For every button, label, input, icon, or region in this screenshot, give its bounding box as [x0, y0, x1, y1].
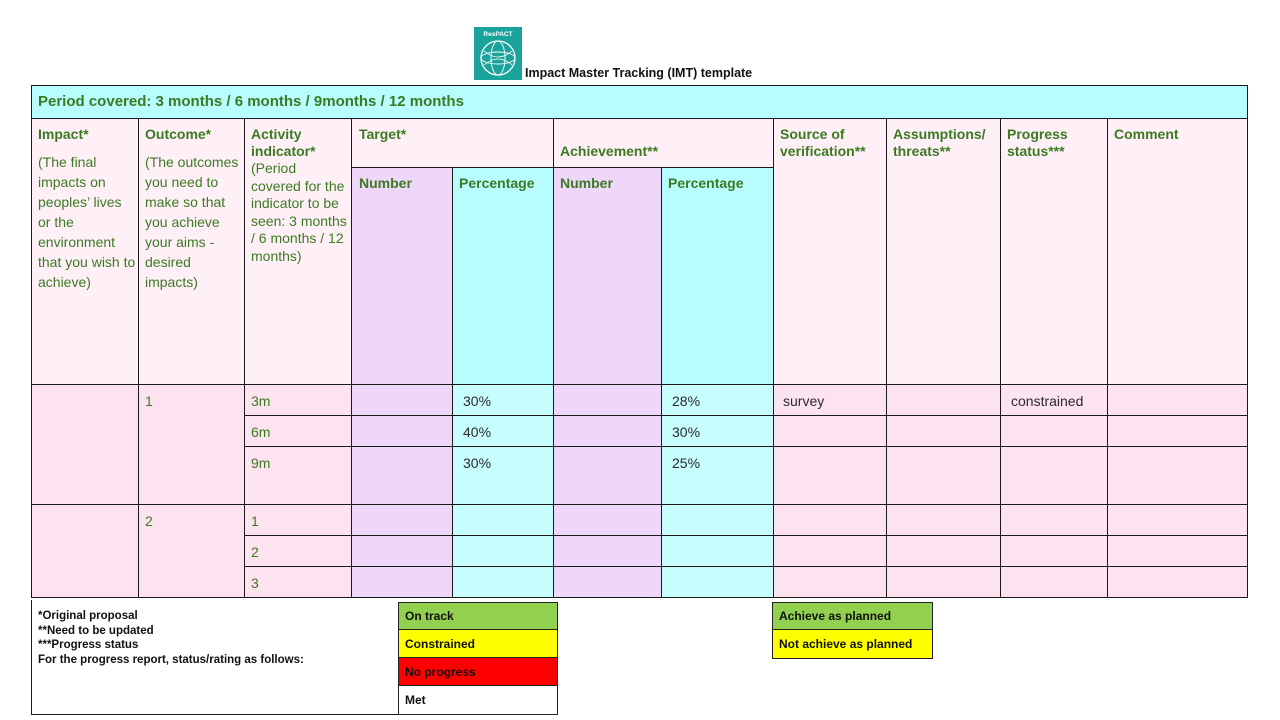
body-ach-number-bg	[553, 384, 661, 597]
activity-header	[251, 126, 348, 265]
activity-3m: 3m	[251, 393, 271, 409]
legend-on-track	[398, 602, 558, 630]
target-header: Target*	[359, 126, 407, 142]
target-pct-6m: 40%	[463, 424, 492, 440]
logo-text: ResPACT	[483, 31, 513, 38]
ach-pct-6m: 30%	[672, 424, 701, 440]
legend-met-label: Met	[405, 693, 426, 707]
impact-header	[38, 126, 136, 292]
legend-achieve-planned-label: Achieve as planned	[779, 609, 892, 623]
respact-logo	[474, 27, 522, 80]
activity-title: Activity indicator*	[251, 126, 316, 159]
impact-title: Impact*	[38, 126, 89, 142]
note-progress: ***Progress status	[38, 639, 139, 651]
legend-not-achieve	[772, 630, 933, 659]
legend-achieve-planned	[772, 602, 933, 630]
ach-pct-bg	[661, 167, 773, 384]
target-pct-3m: 30%	[463, 393, 492, 409]
legend-no-progress	[398, 658, 558, 686]
outcome-2: 2	[145, 513, 153, 529]
target-pct-bg	[452, 167, 553, 384]
comment-header: Comment	[1114, 126, 1179, 142]
note-rating: For the progress report, status/rating as follows:	[38, 653, 304, 666]
period-text: Period covered: 3 months / 6 months / 9months / 12 months	[38, 93, 464, 110]
body-target-pct-bg	[452, 384, 553, 597]
legend-not-achieve-label: Not achieve as planned	[779, 637, 913, 651]
outcome-title: Outcome*	[145, 126, 212, 142]
activity-9m: 9m	[251, 455, 271, 471]
target-pct-9m: 30%	[463, 455, 492, 471]
document-title: Impact Master Tracking (IMT) template	[525, 66, 753, 80]
source-header: Source of verification**	[780, 126, 866, 159]
activity-1: 1	[251, 513, 259, 529]
legend-notes	[38, 609, 304, 667]
target-pct-header: Percentage	[459, 175, 535, 191]
activity-3: 3	[251, 575, 259, 591]
ach-number-header: Number	[560, 175, 613, 191]
achievement-header: Achievement**	[560, 143, 659, 159]
activity-2: 2	[251, 544, 259, 560]
activity-desc: (Period covered for the indicator to be seen: 3 months / 6 months / 12 months)	[251, 160, 347, 264]
legend-constrained-label: Constrained	[405, 636, 476, 651]
legend-constrained	[398, 630, 558, 658]
impact-desc: (The final impacts on peoples’ lives or the environment that you wish to achieve)	[38, 154, 136, 290]
ach-pct-3m: 28%	[672, 393, 701, 409]
progress-3m: constrained	[1011, 393, 1084, 409]
body-target-number-bg	[351, 384, 452, 597]
ach-number-bg	[553, 167, 661, 384]
legend-met	[398, 686, 558, 715]
legend-no-progress-label: No progress	[405, 664, 476, 679]
source-3m: survey	[783, 393, 825, 409]
legend-on-track-label: On track	[405, 609, 454, 623]
note-original: *Original proposal	[38, 610, 138, 622]
target-number-header: Number	[359, 175, 412, 191]
activity-6m: 6m	[251, 424, 271, 440]
outcome-header	[145, 126, 243, 292]
outcome-desc: (The outcomes you need to make so that you achieve your aims - desired impacts)	[145, 154, 239, 290]
outcome-1: 1	[145, 393, 153, 409]
ach-pct-header: Percentage	[668, 175, 744, 191]
ach-pct-9m: 25%	[672, 455, 701, 471]
progress-header: Progress status***	[1007, 126, 1068, 159]
body-ach-pct-bg	[661, 384, 773, 597]
note-updated: **Need to be updated	[38, 624, 154, 637]
assumptions-header: Assumptions/ threats**	[893, 126, 986, 159]
target-number-bg	[351, 167, 452, 384]
